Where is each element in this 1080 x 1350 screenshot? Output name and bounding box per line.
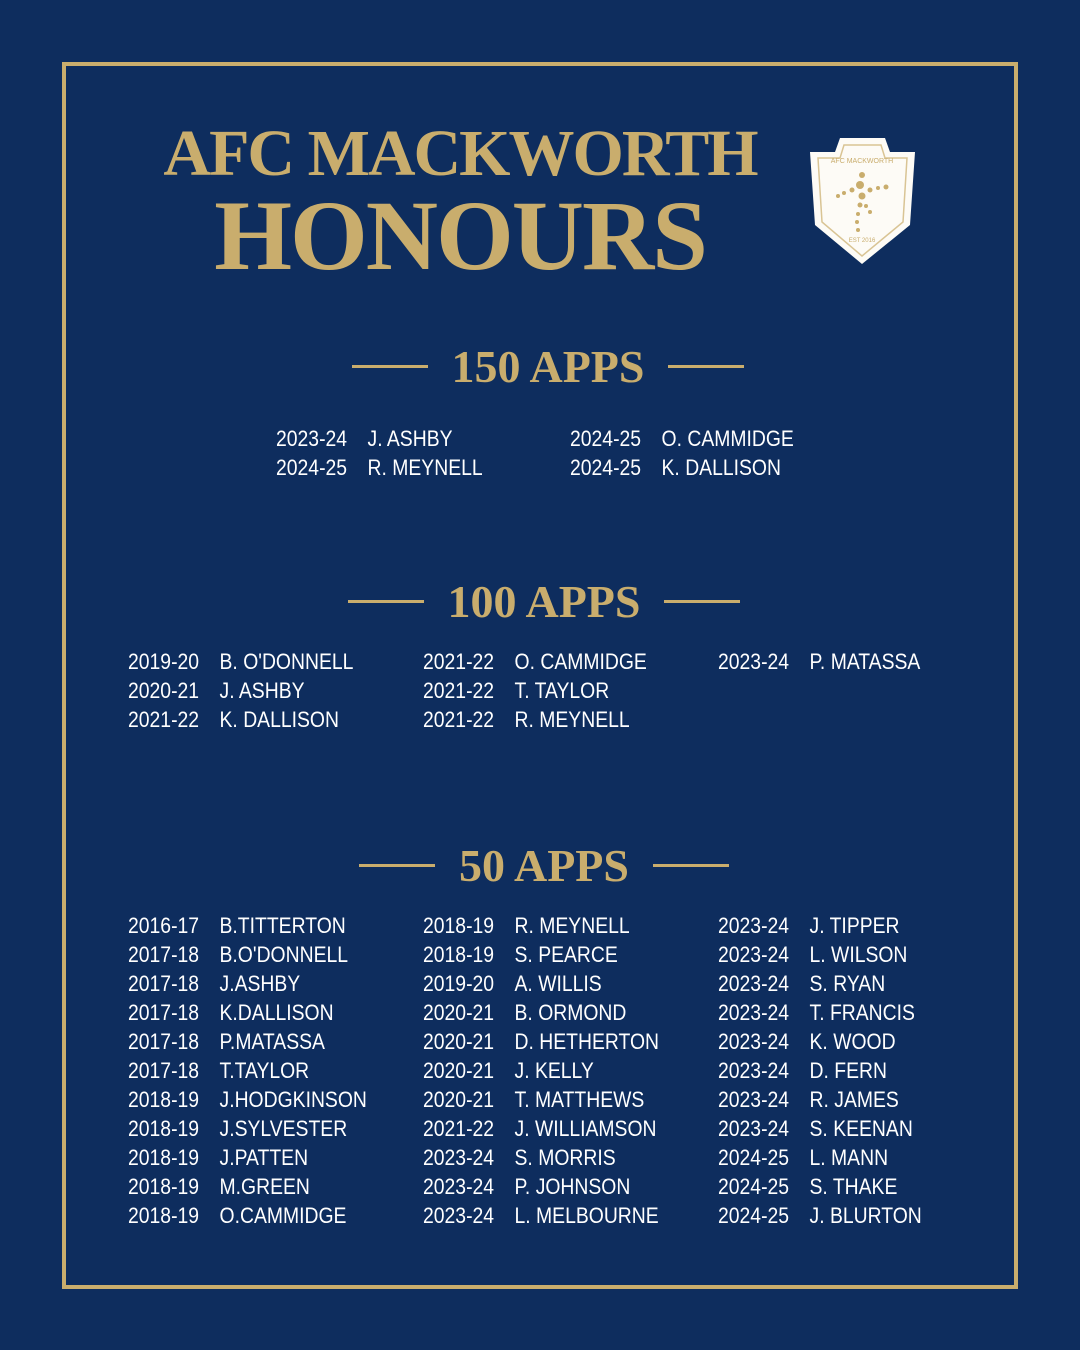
- player-name: R. MEYNELL: [514, 707, 630, 732]
- honour-entry: [718, 1145, 888, 1171]
- player-name: K. DALLISON: [219, 707, 339, 732]
- season: 2017-18: [128, 1058, 200, 1083]
- season: 2020-21: [423, 1058, 495, 1083]
- player-name: J. WILLIAMSON: [514, 1116, 657, 1141]
- season: 2023-24: [276, 426, 348, 451]
- player-name: R. JAMES: [809, 1087, 899, 1112]
- honour-entry: [128, 1000, 334, 1026]
- heading-rule-right: [653, 864, 729, 867]
- honour-entry: [423, 1000, 626, 1026]
- honour-entry: [718, 913, 900, 939]
- section-heading-text: 150 APPS: [451, 340, 645, 392]
- honour-entry: [276, 426, 453, 452]
- season: 2018-19: [128, 1145, 200, 1170]
- season: 2024-25: [276, 455, 348, 480]
- season: 2024-25: [718, 1145, 790, 1170]
- honour-entry: [423, 942, 618, 968]
- season: 2023-24: [423, 1145, 495, 1170]
- season: 2019-20: [128, 649, 200, 674]
- honour-entry: [276, 455, 483, 481]
- honour-entry: [128, 1087, 367, 1113]
- player-name: K. DALLISON: [661, 455, 781, 480]
- honour-entry: [423, 971, 602, 997]
- title-honours: HONOURS: [214, 180, 706, 291]
- player-name: J. ASHBY: [219, 678, 305, 703]
- player-name: D. FERN: [809, 1058, 887, 1083]
- honour-entry: [718, 1203, 922, 1229]
- heading-rule-right: [668, 365, 744, 368]
- honour-entry: [423, 1174, 630, 1200]
- honour-entry: [128, 678, 305, 704]
- player-name: S. MORRIS: [514, 1145, 616, 1170]
- player-name: L. MANN: [809, 1145, 889, 1170]
- player-name: S. RYAN: [809, 971, 886, 996]
- heading-rule-left: [348, 600, 424, 603]
- player-name: A. WILLIS: [514, 971, 602, 996]
- season: 2023-24: [718, 649, 790, 674]
- section-heading-text: 100 APPS: [447, 575, 641, 627]
- player-name: P. JOHNSON: [514, 1174, 631, 1199]
- player-name: J.ASHBY: [219, 971, 301, 996]
- season: 2020-21: [423, 1087, 495, 1112]
- honour-entry: [718, 1058, 887, 1084]
- player-name: P. MATASSA: [809, 649, 921, 674]
- season: 2018-19: [128, 1203, 200, 1228]
- player-name: R. MEYNELL: [514, 913, 630, 938]
- honour-entry: [423, 1029, 659, 1055]
- season: 2020-21: [128, 678, 200, 703]
- player-name: J. KELLY: [514, 1058, 594, 1083]
- season: 2021-22: [423, 649, 495, 674]
- season: 2021-22: [423, 707, 495, 732]
- honour-entry: [718, 1087, 899, 1113]
- season: 2017-18: [128, 1000, 200, 1025]
- player-name: J. BLURTON: [809, 1203, 922, 1228]
- player-name: J. TIPPER: [809, 913, 900, 938]
- title-club-name: AFC MACKWORTH: [163, 117, 757, 190]
- season: 2018-19: [128, 1087, 200, 1112]
- section-heading: [298, 336, 798, 396]
- honour-entry: [128, 707, 339, 733]
- honour-entry: [423, 1203, 659, 1229]
- honour-entry: [718, 1116, 913, 1142]
- player-name: S. THAKE: [809, 1174, 898, 1199]
- player-name: L. WILSON: [809, 942, 908, 967]
- season: 2021-22: [423, 678, 495, 703]
- season: 2024-25: [718, 1174, 790, 1199]
- player-name: P.MATASSA: [219, 1029, 325, 1054]
- player-name: M.GREEN: [219, 1174, 310, 1199]
- honour-entry: [423, 678, 609, 704]
- season: 2023-24: [718, 942, 790, 967]
- season: 2023-24: [718, 1000, 790, 1025]
- honour-entry: [128, 1116, 347, 1142]
- season: 2018-19: [128, 1174, 200, 1199]
- player-name: T. MATTHEWS: [514, 1087, 645, 1112]
- player-name: K.DALLISON: [219, 1000, 334, 1025]
- player-name: L. MELBOURNE: [514, 1203, 659, 1228]
- honour-entry: [718, 942, 907, 968]
- season: 2024-25: [570, 426, 642, 451]
- honour-entry: [718, 649, 920, 675]
- season: 2023-24: [423, 1174, 495, 1199]
- heading-rule-left: [359, 864, 435, 867]
- player-name: K. WOOD: [809, 1029, 896, 1054]
- honour-entry: [718, 1029, 896, 1055]
- club-crest-logo: [800, 130, 925, 270]
- honour-entry: [128, 1203, 346, 1229]
- player-name: J. ASHBY: [367, 426, 453, 451]
- svg-text:AFC MACKWORTH: AFC MACKWORTH: [830, 158, 894, 165]
- season: 2018-19: [423, 942, 495, 967]
- season: 2018-19: [423, 913, 495, 938]
- player-name: J.HODGKINSON: [219, 1087, 367, 1112]
- honour-entry: [423, 649, 647, 675]
- player-name: J.PATTEN: [219, 1145, 309, 1170]
- player-name: T. FRANCIS: [809, 1000, 915, 1025]
- season: 2023-24: [718, 913, 790, 938]
- honour-entry: [423, 913, 630, 939]
- honour-entry: [423, 707, 630, 733]
- honour-entry: [718, 971, 885, 997]
- player-name: R. MEYNELL: [367, 455, 483, 480]
- honour-entry: [128, 1145, 308, 1171]
- season: 2017-18: [128, 942, 200, 967]
- season: 2019-20: [423, 971, 495, 996]
- season: 2017-18: [128, 971, 200, 996]
- player-name: D. HETHERTON: [514, 1029, 660, 1054]
- honour-entry: [128, 1058, 309, 1084]
- season: 2018-19: [128, 1116, 200, 1141]
- season: 2020-21: [423, 1029, 495, 1054]
- player-name: S. KEENAN: [809, 1116, 913, 1141]
- player-name: O.CAMMIDGE: [219, 1203, 347, 1228]
- season: 2023-24: [423, 1203, 495, 1228]
- honour-entry: [128, 649, 353, 675]
- svg-text:EST 2016: EST 2016: [848, 238, 876, 244]
- season: 2023-24: [718, 1116, 790, 1141]
- player-name: T. TAYLOR: [514, 678, 610, 703]
- honour-entry: [128, 1174, 310, 1200]
- season: 2017-18: [128, 1029, 200, 1054]
- heading-rule-right: [664, 600, 740, 603]
- honour-entry: [423, 1087, 644, 1113]
- season: 2021-22: [423, 1116, 495, 1141]
- season: 2020-21: [423, 1000, 495, 1025]
- honour-entry: [128, 1029, 325, 1055]
- player-name: J.SYLVESTER: [219, 1116, 348, 1141]
- honour-entry: [570, 426, 794, 452]
- season: 2016-17: [128, 913, 200, 938]
- player-name: B. O'DONNELL: [219, 649, 354, 674]
- honour-entry: [718, 1000, 915, 1026]
- season: 2023-24: [718, 1087, 790, 1112]
- player-name: O. CAMMIDGE: [661, 426, 794, 451]
- season: 2024-25: [718, 1203, 790, 1228]
- season: 2023-24: [718, 971, 790, 996]
- player-name: B.TITTERTON: [219, 913, 346, 938]
- season: 2023-24: [718, 1058, 790, 1083]
- section-heading: [294, 835, 794, 895]
- heading-rule-left: [352, 365, 428, 368]
- honour-entry: [718, 1174, 897, 1200]
- section-heading: [294, 571, 794, 631]
- honour-entry: [423, 1116, 657, 1142]
- player-name: B. ORMOND: [514, 1000, 627, 1025]
- season: 2024-25: [570, 455, 642, 480]
- honour-entry: [423, 1058, 594, 1084]
- section-heading-text: 50 APPS: [459, 839, 629, 891]
- honour-entry: [128, 971, 300, 997]
- season: 2023-24: [718, 1029, 790, 1054]
- honour-entry: [423, 1145, 616, 1171]
- honour-entry: [128, 942, 348, 968]
- honour-entry: [570, 455, 781, 481]
- player-name: S. PEARCE: [514, 942, 618, 967]
- player-name: O. CAMMIDGE: [514, 649, 647, 674]
- season: 2021-22: [128, 707, 200, 732]
- player-name: T.TAYLOR: [219, 1058, 310, 1083]
- player-name: B.O'DONNELL: [219, 942, 349, 967]
- honour-entry: [128, 913, 346, 939]
